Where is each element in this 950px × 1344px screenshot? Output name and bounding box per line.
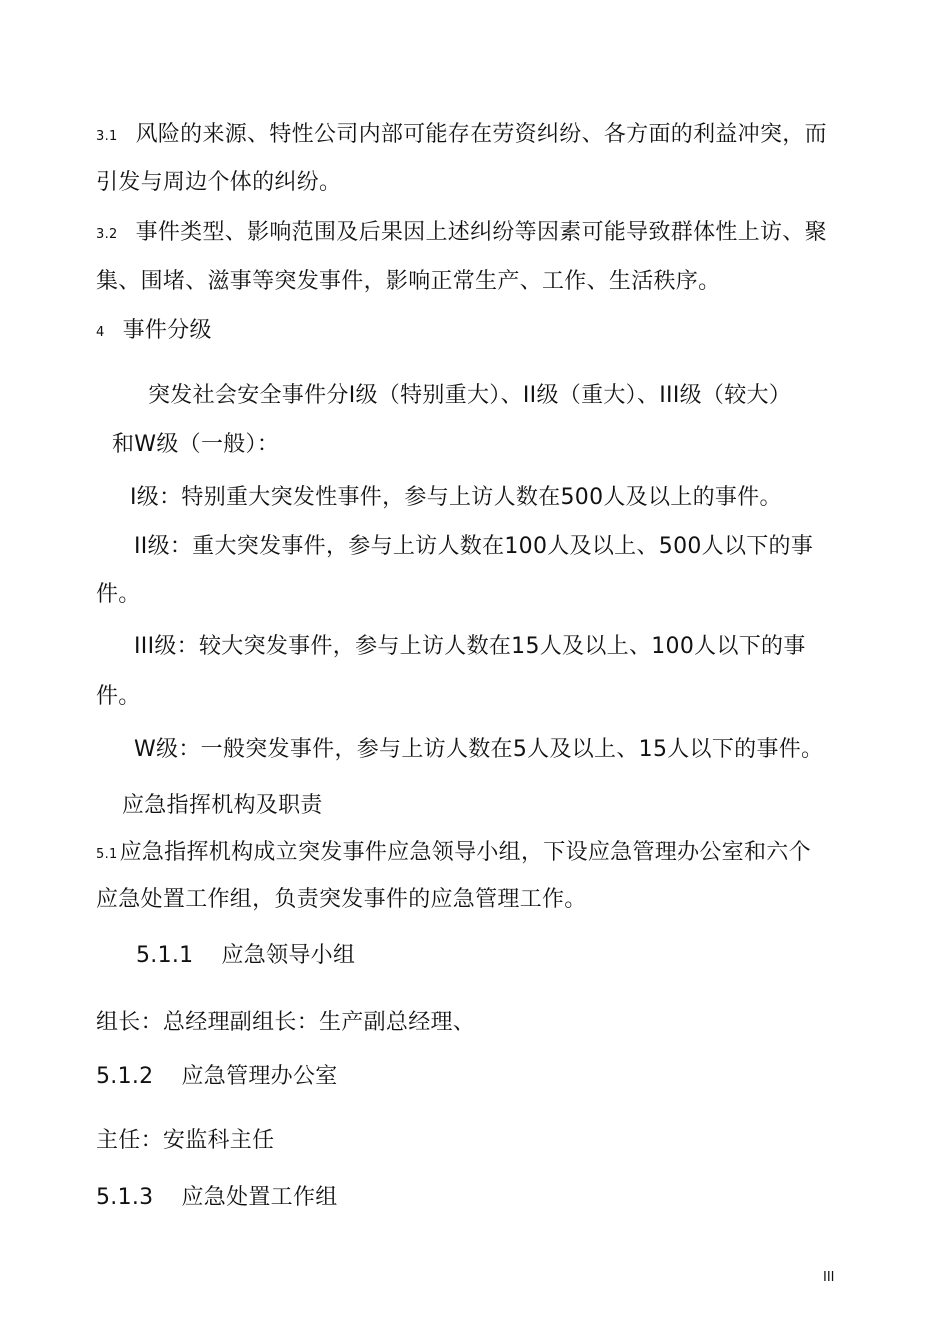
leaders-text: 组长：总经理副组长：生产副总经理、 <box>96 1010 476 1035</box>
section-3-1-line-2: 引发与周边个体的纠纷。 <box>96 170 342 195</box>
section-5-1-2-heading <box>96 1062 338 1092</box>
section-5-title: 应急指挥机构及职责 <box>122 793 323 818</box>
level-2-line-1: II级：重大突发事件，参与上访人数在100人及以上、500人以下的事 <box>134 534 814 559</box>
grading-intro-line-2: 和W级（一般）： <box>112 432 280 457</box>
section-title: 事件分级 <box>122 318 212 343</box>
level-4-text: W级：一般突发事件，参与上访人数在5人及以上、15人以下的事件。 <box>134 737 824 762</box>
subsection-number: 5.1.2 <box>96 1064 154 1089</box>
section-text: 事件类型、影响范围及后果因上述纠纷等因素可能导致群体性上访、聚 <box>135 220 827 245</box>
section-3-1-line-1 <box>96 120 827 152</box>
section-text: 风险的来源、特性公司内部可能存在劳资纠纷、各方面的利益冲突，而 <box>135 122 827 147</box>
subsection-title: 应急领导小组 <box>221 943 356 968</box>
section-5-1-1-heading <box>136 941 355 971</box>
subsection-number: 5.1.3 <box>96 1185 154 1210</box>
section-4-heading <box>96 316 212 348</box>
section-number: 4 <box>96 325 105 340</box>
level-3-line-2: 件。 <box>96 684 141 709</box>
subsection-title: 应急管理办公室 <box>181 1064 338 1089</box>
section-5-1-3-heading <box>96 1183 338 1213</box>
level-2-line-2: 件。 <box>96 582 141 607</box>
section-3-2-line-2: 集、围堵、滋事等突发事件，影响正常生产、工作、生活秩序。 <box>96 269 721 294</box>
director-text: 主任：安监科主任 <box>96 1128 275 1153</box>
section-number: 3.1 <box>96 129 118 144</box>
subsection-number: 5.1.1 <box>136 943 194 968</box>
page-number: III <box>823 1270 835 1285</box>
section-5-1-line-1 <box>96 838 811 870</box>
section-5-1-line-2: 应急处置工作组，负责突发事件的应急管理工作。 <box>96 887 587 912</box>
grading-intro-line-1: 突发社会安全事件分I级（特别重大）、II级（重大）、III级（较大） <box>148 383 792 408</box>
section-3-2-line-1 <box>96 218 827 250</box>
subsection-title: 应急处置工作组 <box>181 1185 338 1210</box>
section-number: 3.2 <box>96 227 118 242</box>
level-3-line-1: III级：较大突发事件，参与上访人数在15人及以上、100人以下的事 <box>134 634 806 659</box>
section-text: 应急指挥机构成立突发事件应急领导小组，下设应急管理办公室和六个 <box>119 840 811 865</box>
level-1-text: I级：特别重大突发性事件，参与上访人数在500人及以上的事件。 <box>130 485 782 510</box>
section-number: 5.1 <box>96 847 118 862</box>
